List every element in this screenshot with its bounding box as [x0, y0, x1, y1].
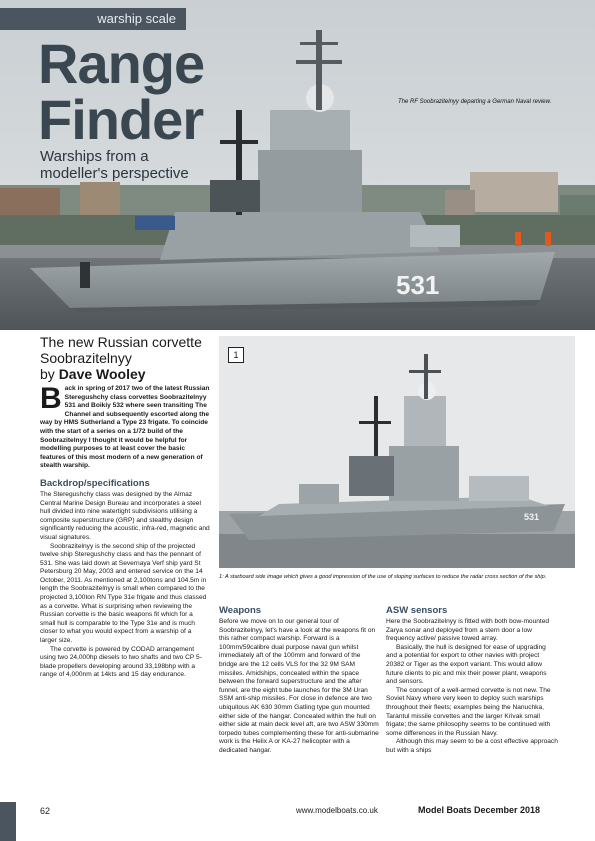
paragraph: Before we move on to our general tour of Soobrazitelnyy, let's have a look at the weapons fit on this rather compact warship. Forward is a 100mm/59calibre dual purpose naval gun whilst immediately aft of the 100mm and forward of the bridge are the 12 cells VLS for the 32 9M SAM missiles. Amidships, concealed within the space between the forward superstructure and the after funnel, are the eight tube launches for the 3M Uran SSM anti-ship missiles. For close in defence are two ubiquitous AK 630 30mm Gatling type gun mounted either side of the hangar. Concealed within the hull on either side at main deck level aft, are two ASW 330mm torpedo tubes complementing these for anti-submarine work is the Helix A or KA-27 helicopter with a dedicated hangar.: [219, 618, 379, 754]
paragraph: Although this may seem to be a cost effective approach but with a ships: [386, 738, 558, 754]
byline-by: by: [40, 366, 55, 382]
lead-title: The new Russian corvette Soobrazitelnyy: [40, 334, 202, 366]
photo-number-badge: 1: [228, 347, 244, 363]
byline: [40, 366, 146, 382]
drop-cap: B: [40, 382, 62, 415]
paragraph: Basically, the hull is designed for ease of upgrading and a potential for export to other navies with project 20382 or Tiger as the export variant. This would allow future clients to pic and mix their power plant, weapons and sensors.: [386, 643, 547, 686]
paragraph: Here the Soobrazitelnyy is fitted with both bow-mounted Zarya sonar and deployed from a stern door a low frequency active/ passive towed array.: [386, 618, 550, 643]
paragraph: Soobrazitelnyy is the second ship of the projected twelve ship Steregushchy class and has the pennant of 531. She was laid down at Severnaya Verf ship yard St Petersburg 20 May, 2003 and entered service on the 14 October, 2011. As mentioned at 2,100tons and 104.5m in length the Soobrazitelnyy is small when compared to the projected 3,100ton RN Type 31e frigate and thus classed as a corvette. What is surprising when reviewing the Russian corvette is the basic weapons fit which for a small hull is comparable to the Type 31e and is much closer to what you would expect from a warship of a larger size.: [40, 542, 207, 645]
column-3: [386, 605, 558, 756]
column-2: [219, 605, 380, 756]
page-number: 62: [40, 806, 51, 816]
magazine-issue: Model Boats December 2018: [418, 805, 541, 815]
heading-asw-sensors: ASW sensors: [386, 605, 448, 616]
footer-accent-bar: [0, 802, 16, 841]
title-line-1: Range: [38, 32, 205, 95]
paragraph: The Steregushchy class was designed by the Almaz Central Marine Design Bureau and incorporates a steel hull divided into nine watertight subdivisions utilising a composite superstructure (GRP) and stealthy design significantly reducing the acoustic, infra-red, magnetic and visual signatures.: [40, 490, 210, 541]
heading-weapons: Weapons: [219, 605, 262, 616]
subtitle: Warships from a modeller's perspective: [40, 148, 189, 182]
author-name: Dave Wooley: [58, 366, 146, 382]
title-line-2: Finder: [38, 88, 204, 151]
hero-hull-number: 531: [396, 270, 440, 300]
photo1-caption: 1: A starboard side image which gives a good impression of the use of sloping surfaces to reduce the radar cross section of the ship.: [219, 574, 547, 580]
paragraph: The corvette is powered by CODAD arrangement using two 24,000hp diesels to two shafts and two CP 5-blade propellers developing around 33,198bhp with a range of 4,000nm at 14kts and 15 day endurance.: [40, 645, 202, 679]
intro-paragraph: [40, 382, 210, 471]
ship-photo-illustration: [219, 336, 575, 568]
photo-starboard-side: [219, 336, 575, 568]
website-url: www.modelboats.co.uk: [296, 806, 378, 815]
intro-text: ack in spring of 2017 two of the latest Russian Steregushchy class corvettes Soobrazitelnyy 531 and Boikiy 532 where seen transiting The Channel and subsequently escorted along the way by HMS Sutherland a Type 23 frigate. To coincide with the start of a series on a 1/72 build of the Soobrazitelnyy I thought it would be helpful for modelling purposes to at least cover the basic features of this most modern of a new generation of stealth warship.: [40, 385, 210, 470]
heading-backdrop: Backdrop/specifications: [40, 477, 150, 489]
paragraph: The concept of a well-armed corvette is not new. The Soviet Navy where very keen to deploy such warships throughout their fleets; examples being the Nanuchka, Tarantul missile corvettes and the larger Krivak small frigate; the same philosophy seems to be continued with some differences in the Russian Navy.: [386, 686, 551, 737]
section-tag: warship scale: [0, 8, 186, 30]
photo1-hull-number: 531: [524, 512, 540, 522]
column-1: [40, 382, 210, 680]
hero-caption: The RF Soobrazitelnyy departing a German Naval review.: [398, 99, 552, 105]
